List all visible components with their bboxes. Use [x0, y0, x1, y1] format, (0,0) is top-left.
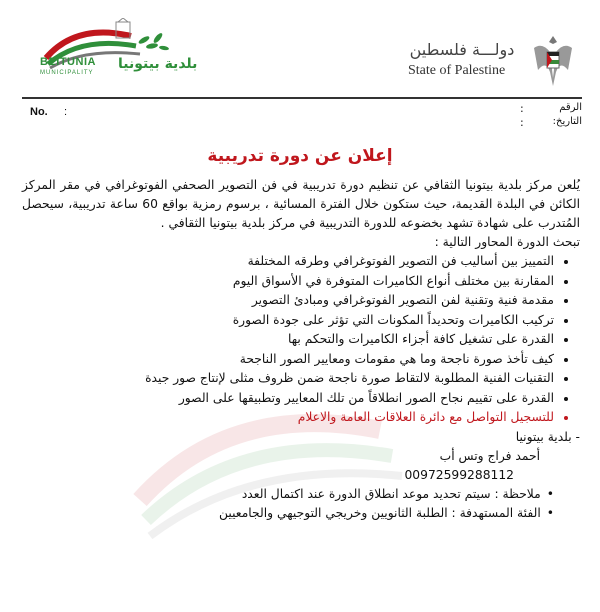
municipality-name-ar: بلدية بيتونيا [118, 56, 198, 72]
intro-paragraph: يُلعن مركز بلدية بيتونيا الثقافي عن تنظيم دورة تدريبية في فن التصوير الصحفي الفوتوغرافي في مقر المركز الكائن في البلدة القديمة، حيث ستكون خلال الفترة المسائية ، برسوم رمزية بواقع 60 ساعة تدريبية، سيحصل المُتدرب على شهادة تشهد بخضوعه للدورة التدريبية في مركز بلدية بيتونيا الثقافي . [22, 178, 580, 230]
number-label-ar: الرقم [559, 102, 582, 113]
header-divider [22, 97, 582, 99]
topic-item: • القدرة على تقييم نجاح الصور انطلاقاً من تلك المعايير وتطبيقها على الصور [22, 389, 554, 409]
date-label-ar: التاريخ: [552, 116, 582, 127]
number-colon-en: : [64, 106, 68, 118]
topic-item: • المقارنة بين مختلف أنواع الكاميرات المتوفرة في الأسواق اليوم [22, 272, 554, 292]
notes-list [22, 485, 580, 523]
date-colon-ar: : [520, 116, 524, 129]
topics-list [22, 252, 580, 428]
topic-item: • تركيب الكاميرات وتحديداً المكونات التي تؤثر على جودة الصورة [22, 311, 554, 331]
contact-name: أحمد فراج وتس أب [439, 448, 540, 463]
number-colon-ar: : [520, 102, 524, 115]
municipality-sub-en: MUNICIPALITY [40, 70, 94, 76]
page-title: إعلان عن دورة تدريبية [207, 146, 393, 166]
palestine-eagle-emblem-icon [530, 30, 576, 92]
topic-item: • كيف تأخذ صورة ناجحة وما هي مقومات ومعايير الصور الناجحة [22, 350, 554, 370]
note-item: • ملاحظة : سيتم تحديد موعد انطلاق الدورة عند اكتمال العدد [22, 485, 554, 504]
state-name-en: State of Palestine [408, 63, 506, 78]
number-label-en: No. [30, 106, 48, 118]
note-item: • الفئة المستهدفة : الطلبة الثانويين وخريجي التوجيهي والجامعيين [22, 504, 554, 523]
contact-phone: 00972599288112 [404, 467, 514, 482]
announcement-body [22, 176, 580, 523]
registration-note: • للتسجيل التواصل مع دائرة العلاقات العامة والاعلام [22, 408, 554, 428]
municipality-name-en: BEITUNIA [40, 56, 96, 68]
state-name-ar: دولـــة فلسطين [409, 40, 515, 59]
topics-intro: تبحث الدورة المحاور التالية : [434, 235, 580, 249]
topic-item: • التقنيات الفنية المطلوبة لالتقاط صورة ناجحة ضمن ظروف مثلى لإنتاج صور جيدة [22, 369, 554, 389]
topic-item: • التمييز بين أساليب فن التصوير الفوتوغرافي وطرقه المختلفة [22, 252, 554, 272]
state-title [408, 40, 528, 79]
beitunia-logo-icon [36, 18, 176, 88]
topic-item: • القدرة على تشغيل كافة أجزاء الكاميرات والتحكم بها [22, 330, 554, 350]
topic-item: • مقدمة فنية وتقنية لفن التصوير الفوتوغرافي ومبادئ التصوير [22, 291, 554, 311]
letterhead [0, 0, 600, 100]
organization-line: - بلدية بيتونيا [515, 429, 580, 444]
